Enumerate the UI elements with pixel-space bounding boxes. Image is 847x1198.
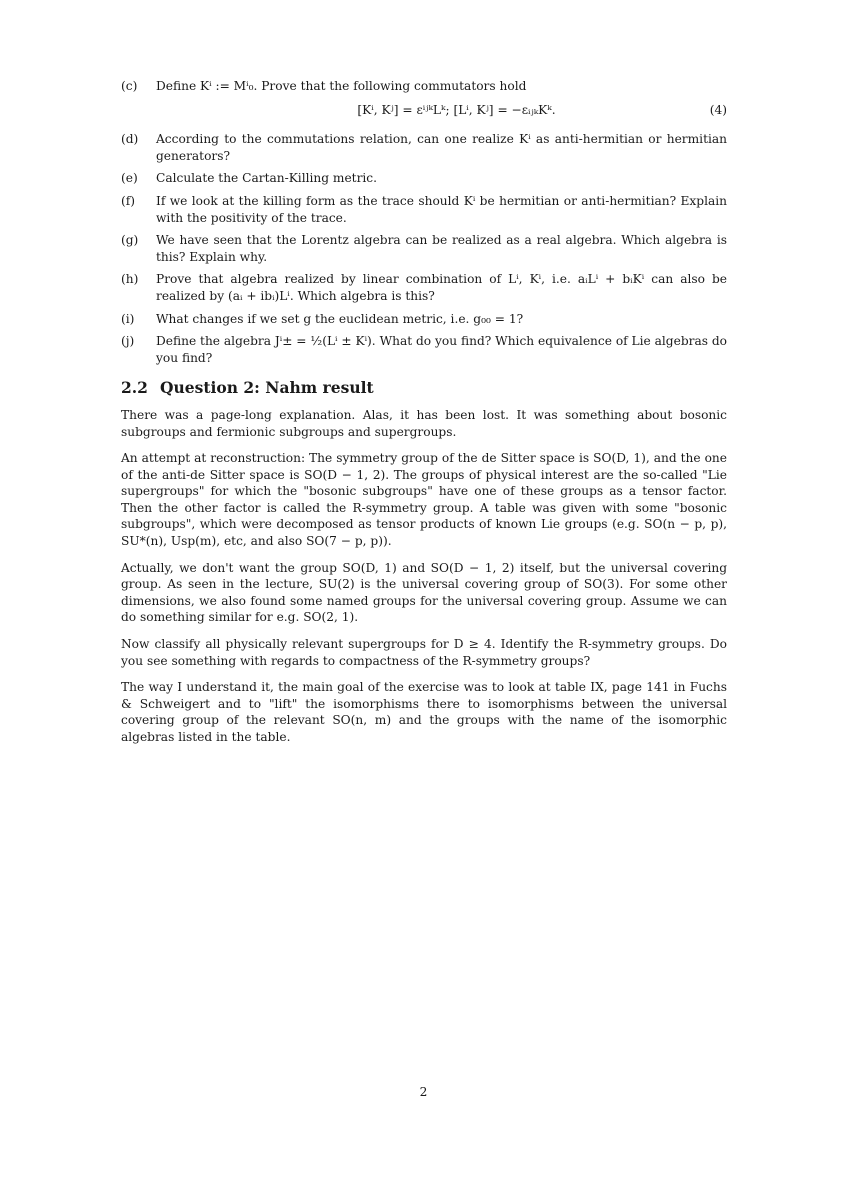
exercise-item-h	[121, 271, 727, 304]
item-label: (g)	[121, 233, 139, 248]
section-title: Question 2: Nahm result	[159, 378, 374, 398]
item-label: (c)	[121, 79, 138, 93]
item-text: What changes if we set g the euclidean metric, i.e. g₀₀ = 1?	[156, 311, 524, 326]
paragraph: Actually, we don't want the group SO(D, 1) and SO(D − 1, 2) itself, but the universal covering group. As seen in the lecture, SU(2) is the universal covering group of SO(3). For some other dimensions, we also found some named groups for the universal covering group. Assume we can do something similar for e.g. SO(2, 1).	[121, 560, 727, 625]
paragraph: The way I understand it, the main goal of the exercise was to look at table IX, page 141 in Fuchs & Schweigert and to "lift" the isomorphisms there to isomorphisms between the universal covering group of the relevant SO(n, m) and the groups with the name of the isomorphic algebras listed in the table.	[121, 680, 727, 744]
exercise-item-f	[121, 193, 727, 226]
item-label: (h)	[121, 272, 139, 287]
exercise-item-j	[121, 333, 727, 366]
paragraph: There was a page-long explanation. Alas, it has been lost. It was something about bosonic subgroups and fermionic subgroups and supergroups.	[121, 407, 727, 439]
item-text: Define Kⁱ := Mⁱ₀. Prove that the following commutators hold	[156, 79, 527, 93]
item-text: According to the commutations relation, can one realize Kⁱ as anti-hermitian or hermitian generators?	[156, 132, 727, 163]
section-number: 2.2	[121, 378, 148, 398]
item-label: (j)	[121, 334, 135, 349]
exercise-item-c	[121, 78, 727, 95]
exercise-item-d	[121, 131, 727, 164]
paragraph: An attempt at reconstruction: The symmetry group of the de Sitter space is SO(D, 1), and the one of the anti-de Sitter space is SO(D − 1, 2). The groups of physical interest are the so-called "Lie supergroups" for which the "bosonic subgroups" have one of these groups as a tensor factor. Then the other factor is called the R-symmetry group. A table was given with some "bosonic subgroups", which were decomposed as tensor products of known Lie groups (e.g. SO(n − p, p), SU*(n), Usp(m), etc, and also SO(7 − p, p)).	[121, 451, 727, 549]
equation-body: [Kⁱ, Kʲ] = εⁱʲᵏLᵏ; [Lⁱ, Kʲ] = −εᵢⱼₖKᵏ.	[357, 102, 556, 117]
item-label: (i)	[121, 311, 135, 326]
item-text: If we look at the killing form as the trace should Kⁱ be hermitian or anti-hermitian? Explain with the positivity of the trace.	[156, 193, 727, 225]
item-text: Calculate the Cartan-Killing metric.	[156, 171, 378, 186]
exercise-item-i	[121, 311, 727, 328]
exercise-item-e	[121, 170, 727, 187]
equation-number: (4)	[709, 102, 727, 117]
item-text: We have seen that the Lorentz algebra can be realized as a real algebra. Which algebra is this? Explain why.	[156, 233, 727, 264]
item-label: (d)	[121, 132, 139, 147]
item-text: Prove that algebra realized by linear combination of Lⁱ, Kⁱ, i.e. aᵢLⁱ + bᵢKⁱ can also be realized by (aᵢ + ibᵢ)Lⁱ. Which algebra is this?	[156, 272, 727, 303]
page-content	[121, 78, 727, 756]
item-text: Define the algebra Jⁱ± = ½(Lⁱ ± Kⁱ). What do you find? Which equivalence of Lie algebras do you find?	[156, 334, 727, 365]
paragraph: Now classify all physically relevant supergroups for D ≥ 4. Identify the R-symmetry groups. Do you see something with regards to compactness of the R-symmetry groups?	[121, 637, 727, 668]
exercise-item-g	[121, 232, 727, 265]
item-label: (e)	[121, 171, 138, 186]
page-number: 2	[419, 1085, 428, 1099]
equation-4	[156, 102, 727, 119]
section-heading	[121, 380, 727, 397]
item-label: (f)	[121, 193, 136, 208]
